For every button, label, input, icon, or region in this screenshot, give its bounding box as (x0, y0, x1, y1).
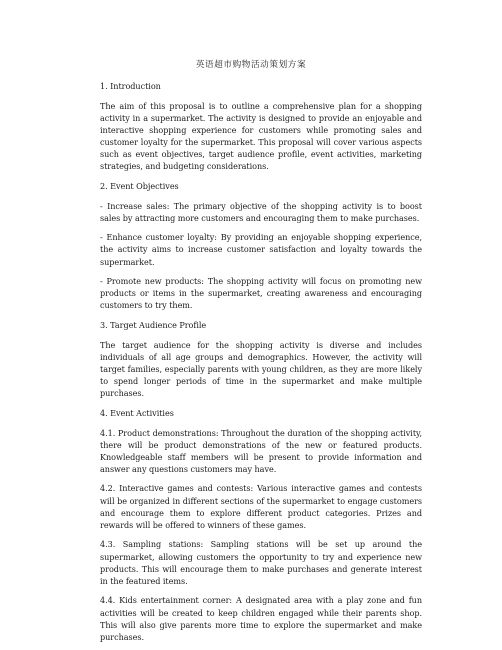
paragraph-activity-kids-corner: 4.4. Kids entertainment corner: A designated area with a play zone and fun activities will be created to keep children engaged while their parents shop. This will also give parents more time to explore the supermarket and make purchases. (100, 595, 422, 642)
paragraph-objective-customer-loyalty: - Enhance customer loyalty: By providing an enjoyable shopping experience, the activity aims to increase customer satisfaction and loyalty towards the supermarket. (100, 232, 422, 267)
paragraph-objective-new-products: - Promote new products: The shopping activity will focus on promoting new products or items in the supermarket, creating awareness and encouraging customers to try them. (100, 276, 422, 311)
section-heading-introduction: 1. Introduction (100, 81, 161, 91)
section-heading-event-activities: 4. Event Activities (100, 407, 174, 418)
section-heading-target-audience: 3. Target Audience Profile (100, 320, 207, 331)
paragraph-objective-increase-sales: - Increase sales: The primary objective of the shopping activity is to boost sales by attracting more customers and encouraging them to make purchases. (100, 200, 422, 223)
paragraph-activity-product-demonstrations: 4.1. Product demonstrations: Throughout the duration of the shopping activity, there will be product demonstrations of the new or featured products. Knowledgeable staff members will be present to provide information and answer any questions customers may have. (100, 427, 422, 474)
paragraph-target-audience: The target audience for the shopping activity is diverse and includes individuals of all age groups and demographics. However, the activity will target families, especially parents with young children, as they are more likely to spend longer periods of time in the supermarket and make multiple purchases. (100, 339, 422, 399)
paragraph-introduction: The aim of this proposal is to outline a comprehensive plan for a shopping activity in a supermarket. The activity is designed to provide an enjoyable and interactive shopping experience for customers while promoting sales and customer loyalty for the supermarket. This proposal will cover various aspects such as event objectives, target audience profile, event activities, marketing strategies, and budgeting considerations. (100, 100, 422, 172)
document-title: 英语超市购物活动策划方案 (195, 60, 307, 70)
document-body (100, 80, 422, 650)
paragraph-activity-sampling-stations: 4.3. Sampling stations: Sampling stations will be set up around the supermarket, allowing customers the opportunity to try and experience new products. This will encourage them to make purchases and generate interest in the featured items. (100, 539, 422, 586)
section-heading-event-objectives: 2. Event Objectives (100, 180, 179, 191)
paragraph-activity-games-contests: 4.2. Interactive games and contests: Various interactive games and contests will be organized in different sections of the supermarket to engage customers and encourage them to explore different product categories. Prizes and rewards will be offered to winners of these games. (100, 483, 422, 530)
